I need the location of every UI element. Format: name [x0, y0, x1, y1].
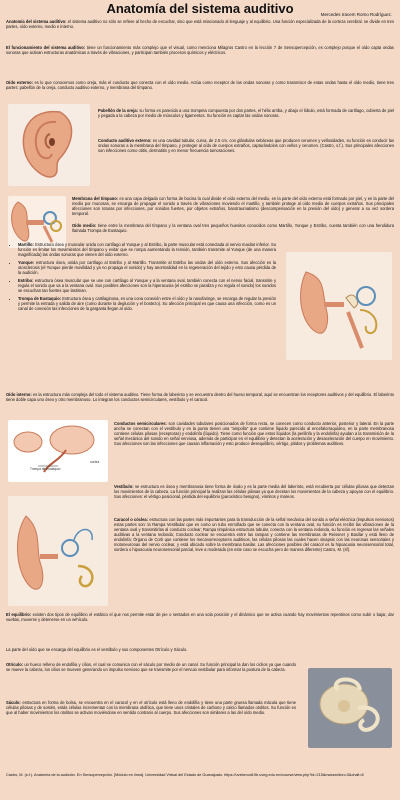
- ear-anatomy-illustration: [8, 196, 66, 248]
- page-title: Anatomía del sistema auditivo: [106, 1, 294, 16]
- inner-ear-text: es la estructura más compleja del todo el sistema auditivo. Tiene forma de laberinto y se encuentra dentro del hueso temporal, aquí se encuentran los receptores auditivos y del equilibrio. El laberinto tiene doble capa uno óseo y otro membranoso. Lo integran los conductos semicirculares, vestíbulo y el caracol.: [6, 392, 394, 402]
- intro-text: el sistema auditivo no sólo se refiere al hecho de escuchar, sino que está relacionado al lenguaje y al equilibrio. Una función especializada de la corteza cerebral. se divide en tres partes, oído externo, medio e interno.: [6, 19, 394, 29]
- otriculo-heading: Otrículo:: [6, 662, 24, 667]
- equilibrio-part-line: La parte del oído que se encarga del equilibrio es el vestíbulo y sus componentes Otrículo y Sáculo.: [6, 647, 188, 652]
- caracol-heading: Caracol o cóclea:: [114, 517, 149, 522]
- caption-cochlea: cóclea: [90, 460, 100, 464]
- semicircular-heading: Conductos semicirculares:: [114, 421, 167, 426]
- equilibrio-paragraph: [6, 612, 394, 622]
- author-name: Mercedes Iracem Romo Rodríguez.: [320, 12, 392, 17]
- eustachian-illustration: [8, 420, 108, 482]
- timpano-paragraph: [72, 196, 394, 216]
- citation: Castro, M. (s.f.). Anatomía de la audición. En Sensopercepción. [Módulo en línea]. Universidad Virtual del Estado de Guanajuato. https://uvelcmod19b.uveg.edu.mx/course/view.php?id=215&maxsection=3&chall=8: [6, 773, 364, 777]
- pabellon-heading: Pabellón de la oreja:: [98, 108, 139, 113]
- otriculo-text: un hueco relleno de endofilia y cilios, el cual se comunica con el sáculo por medio de un canal. Su función principal la dan los ciclios ya que cuando se mueve la cabeza, los cilios se mueven generando un impulso nervioso que se transmite por el nervuio vestibular para informar la postura de la cabeza.: [6, 662, 296, 672]
- bullet-trompa: • Trompa de Eustaquio: Estructura ósea y cartilaginosa, es una cona conexión entre el oído y la nasofaringe, se encarga de regular la presión y permite la entrada y salida de aire (como durante la deglución y el bostezo). Su afección principal es que causa una infección, como es un canal de conexión las infecciones de la garganta llegan al oído.: [18, 296, 276, 311]
- conducto-text: es una cavidad tubular, curva, de 2.5 cm, con glándulas sebáceas que producen cerumen y vellosidades, su función es conducir las ondas sonoras a la membrana del tímpano, y proteger al oído de cuerpos extraños, capturándolos con vellos y cerumen. (Castro, s.f.). Sus principales afecciones son infecciones como otitis, dermatitis y en menor frecuencia tumoraciones.: [98, 138, 394, 153]
- vestibule-illustration: [308, 668, 392, 748]
- middle-ear-heading: Oído medio:: [72, 223, 97, 228]
- saculo-paragraph: [6, 700, 296, 715]
- ossicles-illustration: [286, 252, 392, 360]
- middle-ear-bullets: [8, 242, 276, 314]
- vestibulo-text: se estructura es ósea y membranosa tiene forma de óvalo y es la parte media del laberinto, está recubierta por células pilosas que detectan los movimientos de la cabeza. La función principal la realizan las células pilosas ya que decetan los movimientos de la cabeza y apoyan con el equilibrio. Sus afecciones: el vértigo posicional, pérdida del equilibrio (paroxístico benigno), vómitos y mareos.: [114, 484, 394, 499]
- inner-ear-heading: Oído interno:: [6, 392, 32, 397]
- conducto-paragraph: [98, 138, 394, 153]
- caracol-text: estructura con las partes más importantes para la transducción de la señal mecánica del sonido a señal eléctrica (impulsos nerviosos) estas partes son: la Rampa Vestibular que es como un tubo enrrollado que se conecta con la ventana oval, su función es recibir las vibraciones de la ventana oval y transmitirlas al conducto coclear; Rampa timpánica estructura tubular, conecta con la ventana redonda, su función es regresar las señales auditivas a la ventana redonda; Conducto coclear se encuentra entre las rampas y contiene las membranas de Reissner y Basilar y está lleno de endolinfa; Órgano de Corti que contiene los mecanorreceptores auditivos, las células pilosas las cuales hacen sinapsis con las neuronas sensoriales y motoneuronas del nervio coclear, y está ubicado sobre la membrana basilar. Las afecciones posibles del caracol es la hipoacusia neurosensorial total, sordera o hipoacusia neurosensorial parcial, leve a moderada (en este caso se escucha pero de manera diferente) Castro, M. (sf).: [114, 517, 394, 552]
- vestibulo-paragraph: [114, 484, 394, 499]
- ear-anatomy-image: [8, 196, 66, 248]
- timpano-heading: Membrana del tímpano:: [72, 196, 119, 201]
- outer-ear-text: es lo que conocemos como oreja, más el conducto que conecta con el oído medio. Actúa como receptor de las ondas sonoras y como transmisor de estas ondas hasta el oído medio, tiene tres partes: pabellón de la oreja, conducto auditivo externo, y membrana del tímpano.: [6, 80, 394, 90]
- equilibrio-heading: El equilibrio:: [6, 612, 32, 617]
- ear-illustration: [8, 104, 90, 186]
- pabellon-text: su forma es parecida a una trompeta compuesta por dos partes, el hélix arriba, y abajo el lóbulo, está formada de cartílago, cubierta de piel y pegada a la cabeza por medio de músculos y ligamentos. Su función es captar las ondas sonoras.: [98, 108, 395, 118]
- function-text: tiene un funcionamiento más complejo que el visual, como menciona Milagros Castro en la lección 7 de Sensopercepción, es complejo porque el oído capta ondas sonoras que activan estructuras anatómicas a través de vibraciones, y participan también procesos químicos y eléctricos.: [6, 45, 394, 55]
- saculo-text: estructura en forma de bolsa, se encuentra en el caracol y en el otrículo está lleno de endolifia y tiene una parte gruesa llamada mácula que tiene células pilosas y de sostén, estás células incrementan con la membrana otolítica, que tiene unos cristales de carbono y calcio llamados otolitos. Su función es que al haber movimientos los otolitos se activan moviéndose en sentido contrario al cuerpo. Sus afecciones son similares a las del oído medio.: [6, 700, 296, 715]
- caption-trompa: Trompa de Eustaquio: [30, 467, 61, 471]
- middle-ear-text: tiene entre la membrana del tímpano y la ventana oval tres pequeños huesitos conocidos como Martillo, Yunque y Estribo, cuenta también con una hendidura llamada Trompa de Eustaquio.: [72, 223, 394, 233]
- cochlea-image: [8, 496, 108, 606]
- ossicles-image: [286, 252, 392, 360]
- function-paragraph: [6, 45, 394, 55]
- otriculo-paragraph: [6, 662, 296, 672]
- semicircular-text: son cavidades tubulares posicionados de forma recta, se conecen como conducto anterior, posterior y lateral. En la parte ancha se conectan con el vestíbulo y en la punta tienen una "ampolla" que contiene líquido parecido al encefalorraquídeo, en la parte membranosa contiene células pilosas (receptoras) y endolinfa (líquido). Tiene como función que estos líquidos (la perilinfa y la endolinfa) ayudan a la transmisión de la señal mecánica del sonido en señal nerviosa, además de participar en el equilibrio y detectan la aceleración y desaceleración del cuerpo en movimiento. Sus afecciones son las infecciones que causan inflamación y esto produce desequilibrio, vértigo, pitidos y problemas auditivos.: [114, 421, 394, 446]
- bullet-yunque: • Yunque: estructura ósea, unida por cartílago al Estribo y al Martillo. Transmite al Estribo las ondas del oído externo. Sus afección es la otosclerosis (el Yunque pierde movilidad y ya no propaga el sonido) y hay anormalidad en la regeneración del tejido y esto causa pérdida de la audición.: [18, 260, 276, 275]
- bullet-estribo: • Estribo: estructura ósea muscular que se une con cartílago al Yunque y a la ventana oval, también conecta con el nervio facial, transmite y regula el sonido que va a la ventana oval. Sus posibles afecciones son la hiperacusia (el estribo se paraliza y no regula el sonido) los sonidos se escuchan tan fuertes que lastiman.: [18, 278, 276, 293]
- cochlea-illustration: [8, 496, 108, 606]
- intro-paragraph: [6, 19, 394, 29]
- bullet-martillo: • Martillo: Estructura ósea y muscular unida con cartílago al Yunque y al Estribo, la parte muscular está conectada al nervio maxilar inferior. Su función es limitar los movimientos del tímpano y evitar que se rompa aumentando la tensión, también transmite al Yunque (de una manera magnificada) las ondas sonoras que vienen del oído externo.: [18, 242, 276, 257]
- eustachian-image: [8, 420, 108, 482]
- saculo-heading: Sáculo:: [6, 700, 21, 705]
- conducto-heading: Conducto auditivo externo:: [98, 138, 152, 143]
- timpano-text: es una capa delgada con forma de bocina la cual divide el oído externo del medio, en la parte del oído externo está formado por piel, y en la parte del medio por mucosas, se encarga de propagar el sonido a través de vibraciones moviendo el martillo, y también protege al oído medio de cuerpos extraños. Sus principales afecciones son roturas por infecciones, por sonidos fuertes, por objetos extraños, barotraumatismo (descompensación en la presión del oído) y generar a su vez sordera temporal.: [72, 196, 394, 216]
- intro-heading: Anatomía del sistema auditivo:: [6, 19, 67, 24]
- outer-ear-paragraph: [6, 80, 394, 90]
- vestibulo-heading: Vestíbulo:: [114, 484, 134, 489]
- inner-ear-paragraph: [6, 392, 394, 402]
- outer-ear-image: [8, 104, 90, 186]
- function-heading: El funcionamiento del sistema auditivo:: [6, 45, 86, 50]
- equilibrio-text: existen dos tipos de equilibrio el estático el que nos permite estar de pie o sentados en una sola posición y el dinámico que se activa cuando hay movimientos repentinos como subir o bajar, dar vueltas, moverse y detenerse en un vehículo.: [6, 612, 395, 622]
- pabellon-paragraph: [98, 108, 394, 118]
- vestibule-image: [308, 668, 392, 748]
- caracol-paragraph: [114, 517, 394, 552]
- middle-ear-paragraph: [72, 223, 394, 233]
- semicircular-paragraph: [114, 421, 394, 446]
- outer-ear-heading: Oído externo:: [6, 80, 33, 85]
